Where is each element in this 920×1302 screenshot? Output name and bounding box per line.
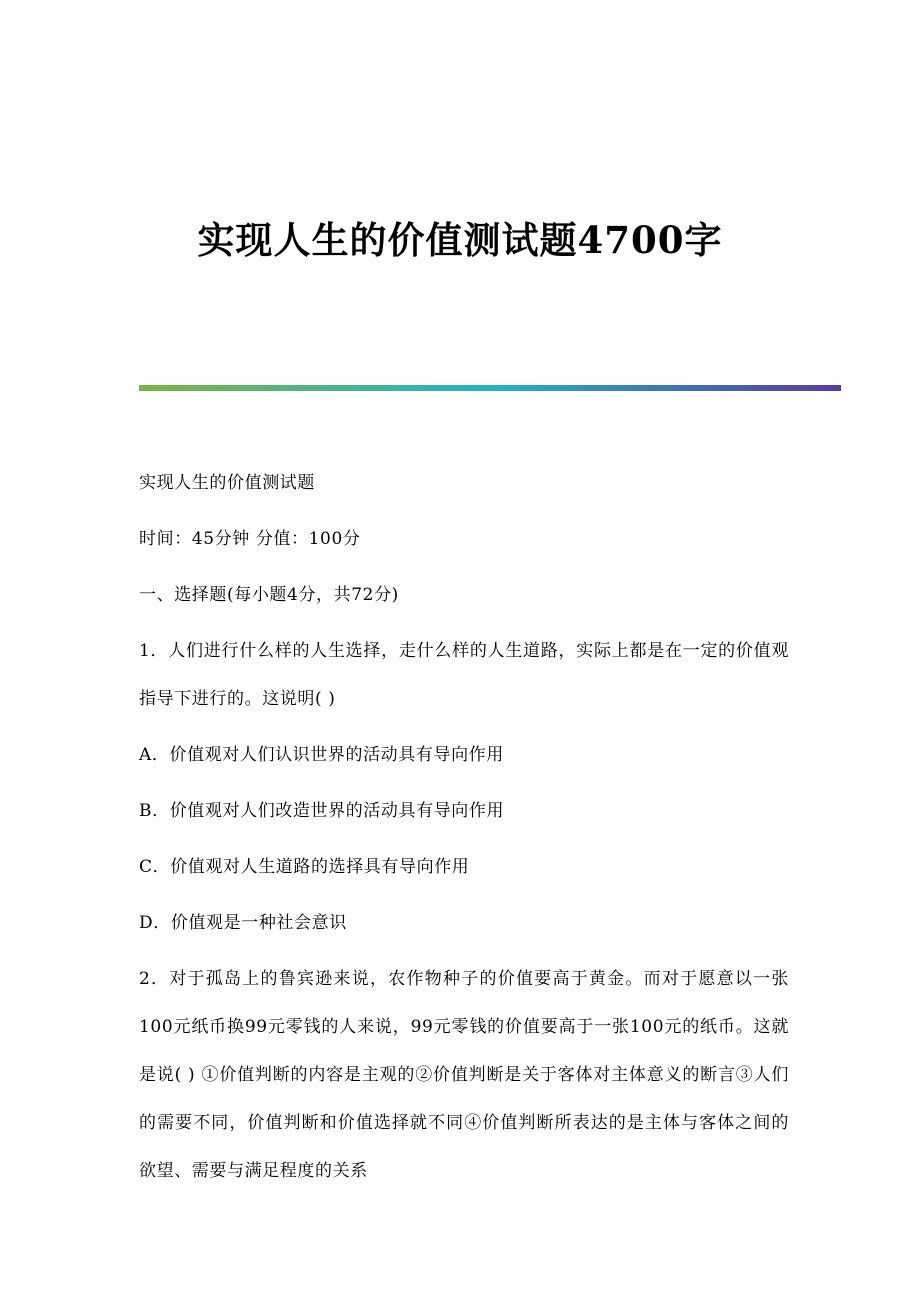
- question-1-option-d: D．价值观是一种社会意识: [139, 913, 347, 933]
- question-2-stem: 2．对于孤岛上的鲁宾逊来说，农作物种子的价值要高于黄金。而对于愿意以一张100元纸币换99元零钱的人来说，99元零钱的价值要高于一张100元的纸币。这就是说( ) ①价值判断的内容是主观的②价值判断是关于客体对主体意义的断言③人们的需要不同，价值判断和价值选择就不同④价值判断所表达的是主体与客体之间的欲望、需要与满足程度的关系: [139, 969, 789, 1181]
- exam-meta: 时间：45分钟 分值：100分: [139, 529, 361, 549]
- question-1-option-a: A．价值观对人们认识世界的活动具有导向作用: [139, 745, 504, 765]
- gradient-divider: [139, 385, 841, 391]
- body-subtitle: 实现人生的价值测试题: [139, 473, 315, 493]
- section-heading: 一、选择题(每小题4分，共72分): [139, 585, 399, 605]
- question-1-option-b: B．价值观对人们改造世界的活动具有导向作用: [139, 801, 505, 821]
- question-1-option-c: C．价值观对人生道路的选择具有导向作用: [139, 857, 470, 877]
- document-title: 实现人生的价值测试题4700字: [197, 218, 723, 262]
- question-1-stem: 1．人们进行什么样的人生选择，走什么样的人生道路，实际上都是在一定的价值观指导下进行的。这说明( ): [139, 641, 789, 709]
- document-body: [139, 466, 789, 1210]
